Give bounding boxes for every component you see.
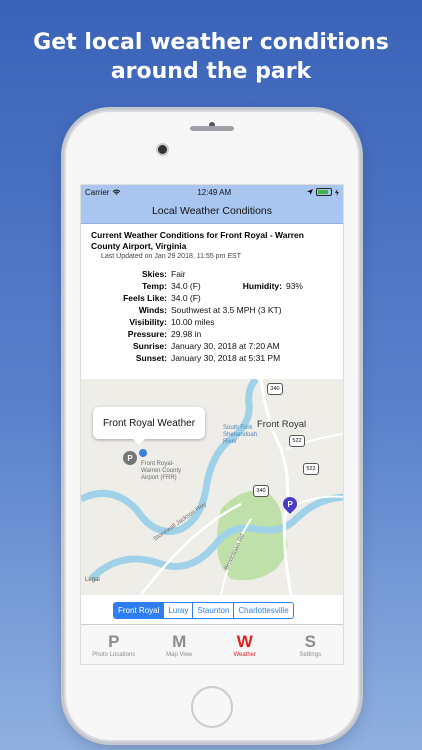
weather-title: Current Weather Conditions for Front Royal - Warren County Airport, Virginia [91,230,304,251]
sunset-value: January 30, 2018 at 5:31 PM [171,353,281,363]
settings-icon: S [304,631,316,651]
sunrise-value: January 30, 2018 at 7:20 AM [171,341,280,351]
row-visibility [91,316,333,328]
location-arrow-icon [307,189,313,195]
home-button[interactable] [191,686,233,728]
pressure-value: 29.98 in [171,329,202,339]
feels-like-value: 34.0 (F) [171,293,201,303]
airport-marker-icon[interactable] [139,449,147,457]
tab-label-settings: Settings [299,651,322,658]
wifi-icon [112,189,121,196]
headline [0,28,422,86]
row-feels-like [91,292,333,304]
route-shield-522-north: 522 [289,435,305,447]
feels-like-label: Feels Like: [123,293,167,303]
tab-bar [81,624,343,665]
winds-value: Southwest at 3.5 MPH (3 KT) [171,305,282,315]
tab-weather[interactable] [212,625,278,665]
headline-line-2: around the park [110,59,312,84]
town-label: Front Royal [257,419,307,430]
clock: 12:49 AM [197,187,232,197]
temp-value: 34.0 (F) [171,281,201,291]
map-view[interactable] [81,379,343,595]
status-bar [81,185,343,199]
last-updated: Last Updated on Jan 29 2018, 11:55 pm EST [101,253,241,260]
humidity-value: 93% [285,281,303,291]
callout-label: Front Royal Weather [102,417,196,429]
route-shield-340-south: 340 [253,485,269,497]
segment-charlottesville[interactable]: Charlottesville [238,606,289,615]
skies-value: Fair [171,269,186,279]
tab-label-photo-locations: Photo Locations [92,651,136,658]
temp-label: Temp: [142,281,167,291]
segment-staunton[interactable]: Staunton [193,603,234,618]
parking-pin-letter: P [287,499,293,509]
row-sunrise [91,340,333,352]
segment-front-royal[interactable]: Front Royal [114,603,164,618]
front-camera [158,145,167,154]
row-temp [91,280,333,292]
row-skies [91,268,333,280]
row-sunset [91,352,333,364]
charging-bolt-icon [335,189,339,196]
row-pressure [91,328,333,340]
river-lower [91,497,343,579]
tab-map-view[interactable] [147,625,213,665]
visibility-value: 10.00 miles [171,317,215,327]
road-label-browntown: Browntown Rd [224,533,247,572]
battery-icon [316,188,332,196]
nav-bar [81,199,343,224]
route-shield-522-south: 522 [303,463,319,475]
airport-label: Front Royal-Warren County Airport (FRR) [141,461,182,481]
row-winds [91,304,333,316]
map-view-icon: M [172,631,187,651]
carrier-label: Carrier [85,187,110,197]
earpiece [190,126,234,131]
map-callout[interactable] [93,407,205,439]
winds-label: Winds: [138,305,167,315]
skies-label: Skies: [141,269,167,279]
visibility-label: Visibility: [129,317,167,327]
screen [80,184,344,665]
tab-label-weather: Weather [233,651,257,658]
river-label: South Fork Shenandoah River [223,425,258,445]
sunset-label: Sunset: [135,353,167,363]
pressure-label: Pressure: [127,329,167,339]
sunrise-label: Sunrise: [132,341,167,351]
weather-station-pin[interactable]: P [123,451,137,465]
humidity-label: Humidity: [242,281,282,291]
tab-photo-locations[interactable] [81,625,147,665]
headline-line-1: Get local weather conditions [33,30,389,55]
weather-grid [91,268,333,364]
weather-info [81,224,343,364]
phone-frame [66,112,358,740]
tab-settings[interactable] [278,625,344,665]
nav-title: Local Weather Conditions [151,205,273,217]
map-legal-link[interactable]: Legal [85,577,100,583]
location-segmented-control [113,602,294,619]
tab-label-map-view: Map View [166,651,193,658]
photo-locations-icon: P [108,631,120,651]
segment-luray[interactable]: Luray [164,603,193,618]
weather-icon: W [236,631,253,651]
road-label-jackson: Stonewall Jackson Hwy [152,501,208,543]
route-shield-340-north: 340 [267,383,283,395]
